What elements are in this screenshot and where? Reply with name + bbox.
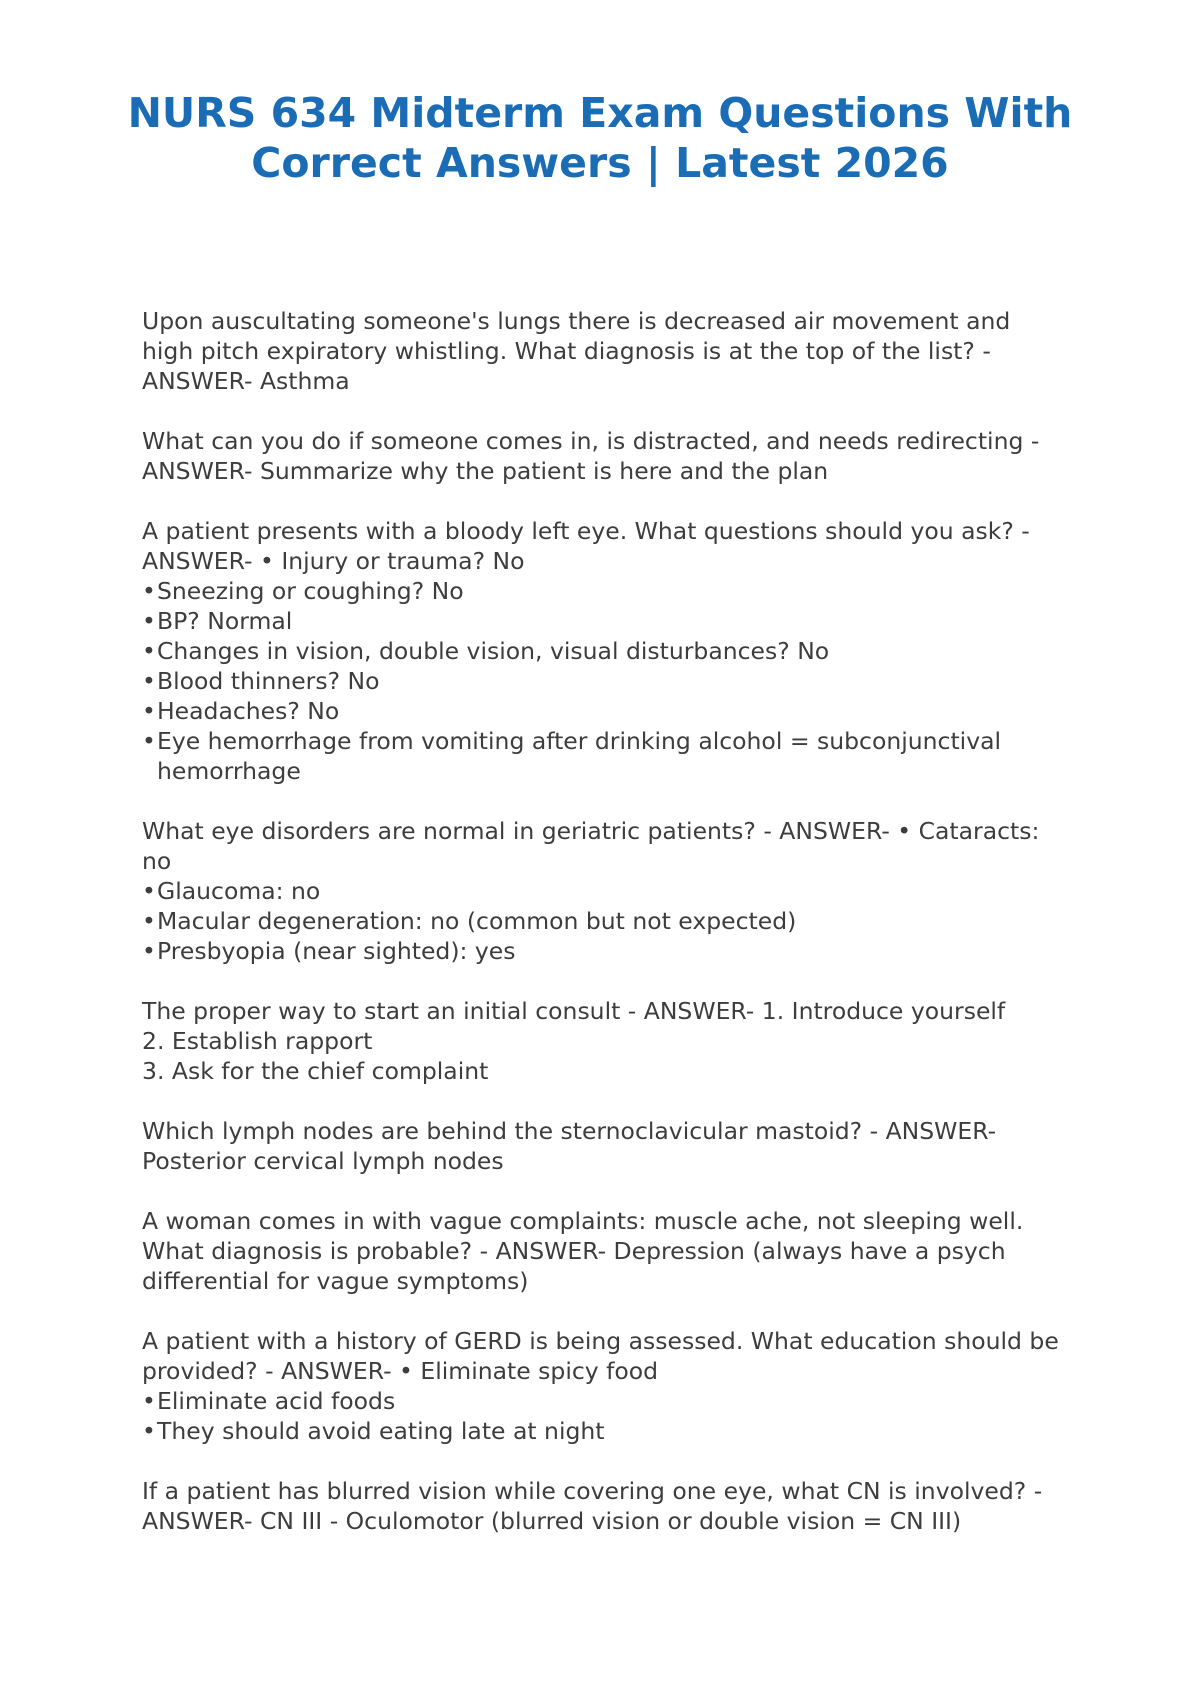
question-text: Upon auscultating someone's lungs there is decreased air movement and high pitch expiratory whistling. What diagnosis is at the top of the list? - bbox=[142, 307, 1011, 365]
bullet-text: Headaches? No bbox=[157, 697, 340, 725]
question-text: A woman comes in with vague complaints: muscle ache, not sleeping well. What diagnosis is probable? - bbox=[142, 1207, 1024, 1265]
bullet-glyph: • bbox=[142, 937, 156, 965]
bullet-glyph: • bbox=[142, 697, 156, 725]
bullet-glyph: • bbox=[142, 907, 156, 935]
bullet-glyph: • bbox=[142, 1387, 156, 1415]
answer-text: ANSWER- • Injury or trauma? No bbox=[142, 547, 525, 575]
question-text: If a patient has blurred vision while covering one eye, what CN is involved? - bbox=[142, 1477, 1043, 1505]
bullet-text: Blood thinners? No bbox=[157, 667, 380, 695]
answer-text: ANSWER- 1. Introduce yourself bbox=[643, 997, 1006, 1025]
qa-item bbox=[142, 426, 1062, 486]
bullet-glyph: • bbox=[142, 1417, 156, 1445]
bullet-text: Macular degeneration: no (common but not expected) bbox=[157, 907, 797, 935]
answer-text: ANSWER- CN III - Oculomotor (blurred vision or double vision = CN III) bbox=[142, 1507, 962, 1535]
answer-bullet bbox=[142, 906, 1062, 936]
qa-item bbox=[142, 306, 1062, 396]
question-text: What can you do if someone comes in, is distracted, and needs redirecting - bbox=[142, 427, 1040, 455]
title-line-1: NURS 634 Midterm Exam Questions With bbox=[127, 89, 1073, 137]
answer-bullet bbox=[142, 726, 1062, 786]
question-text: A patient with a history of GERD is being assessed. What education should be provided? - bbox=[142, 1327, 1059, 1385]
qa-item bbox=[142, 996, 1062, 1086]
bullet-text: Presbyopia (near sighted): yes bbox=[157, 937, 516, 965]
qa-item bbox=[142, 1206, 1062, 1296]
title-line-2: Correct Answers | Latest 2026 bbox=[251, 139, 949, 187]
question-text: What eye disorders are normal in geriatric patients? - bbox=[142, 817, 772, 845]
bullet-text: Glaucoma: no bbox=[157, 877, 321, 905]
answer-bullet bbox=[142, 1386, 1062, 1416]
answer-text: ANSWER- • Cataracts: no bbox=[142, 817, 1040, 875]
answer-text: ANSWER- Posterior cervical lymph nodes bbox=[142, 1117, 997, 1175]
answer-text: ANSWER- • Eliminate spicy food bbox=[281, 1357, 659, 1385]
bullet-glyph: • bbox=[142, 727, 156, 755]
bullet-glyph: • bbox=[142, 577, 156, 605]
answer-bullet bbox=[142, 1416, 1062, 1446]
question-text: A patient presents with a bloody left eye. What questions should you ask? - bbox=[142, 517, 1030, 545]
bullet-glyph: • bbox=[142, 607, 156, 635]
answer-text: ANSWER- Depression (always have a psych differential for vague symptoms) bbox=[142, 1237, 1006, 1295]
bullet-text: They should avoid eating late at night bbox=[157, 1417, 605, 1445]
qa-item bbox=[142, 1326, 1062, 1446]
qa-list bbox=[142, 306, 1062, 1566]
qa-item bbox=[142, 516, 1062, 786]
bullet-glyph: • bbox=[142, 877, 156, 905]
bullet-text: Sneezing or coughing? No bbox=[157, 577, 464, 605]
bullet-text: Changes in vision, double vision, visual disturbances? No bbox=[157, 637, 830, 665]
bullet-text: Eliminate acid foods bbox=[157, 1387, 396, 1415]
question-text: The proper way to start an initial consult - bbox=[142, 997, 637, 1025]
answer-bullet bbox=[142, 636, 1062, 666]
question-text: Which lymph nodes are behind the sternoclavicular mastoid? - bbox=[142, 1117, 879, 1145]
bullet-text: Eye hemorrhage from vomiting after drinking alcohol = subconjunctival hemorrhage bbox=[157, 727, 1002, 785]
answer-bullet bbox=[142, 876, 1062, 906]
answer-bullet bbox=[142, 576, 1062, 606]
answer-step: 2. Establish rapport bbox=[142, 1027, 373, 1055]
answer-bullet bbox=[142, 666, 1062, 696]
bullet-text: BP? Normal bbox=[157, 607, 293, 635]
page-title bbox=[0, 88, 1200, 188]
answer-bullet bbox=[142, 606, 1062, 636]
answer-bullet bbox=[142, 936, 1062, 966]
answer-text: ANSWER- Summarize why the patient is here and the plan bbox=[142, 457, 829, 485]
qa-item bbox=[142, 816, 1062, 966]
answer-text: ANSWER- Asthma bbox=[142, 367, 350, 395]
bullet-glyph: • bbox=[142, 667, 156, 695]
answer-bullet bbox=[142, 696, 1062, 726]
answer-step: 3. Ask for the chief complaint bbox=[142, 1057, 489, 1085]
qa-item bbox=[142, 1476, 1062, 1536]
qa-item bbox=[142, 1116, 1062, 1176]
bullet-glyph: • bbox=[142, 637, 156, 665]
